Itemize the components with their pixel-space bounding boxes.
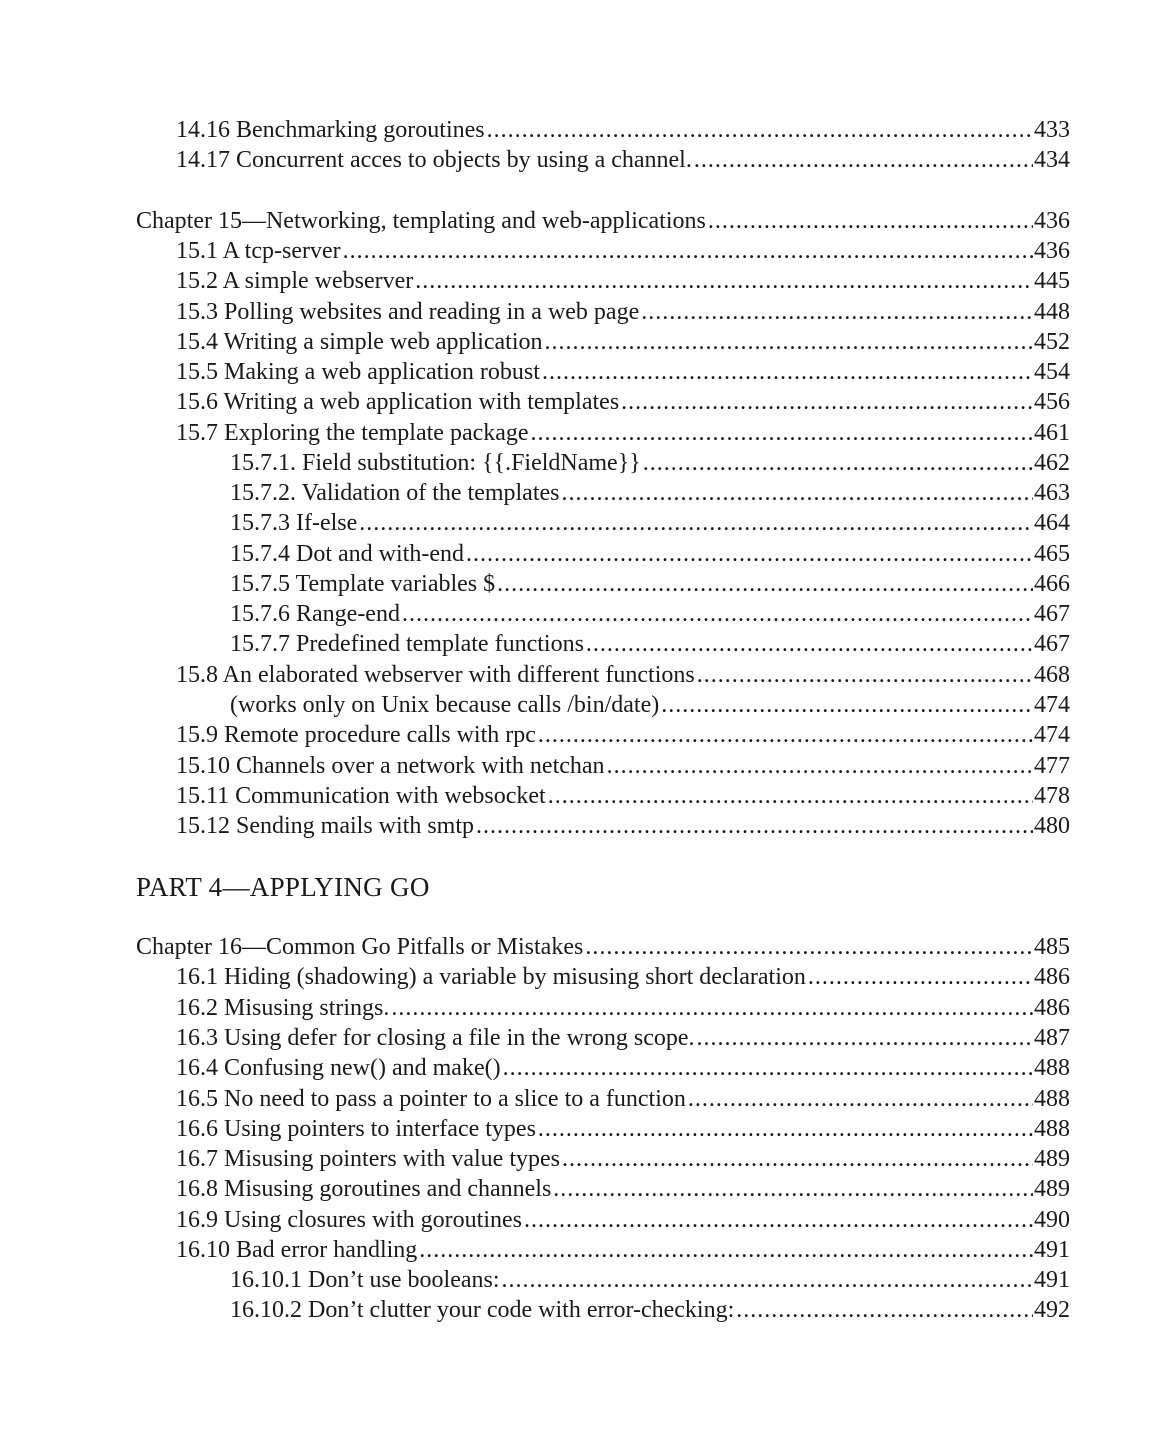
dot-leader: [708, 206, 1033, 236]
toc-subentry[interactable]: [230, 539, 1070, 569]
toc-line: [0, 720, 1168, 750]
toc-line: [0, 387, 1168, 417]
toc-entry[interactable]: [176, 418, 1070, 448]
toc-entry[interactable]: [176, 1144, 1070, 1174]
toc-entry-page: 436: [1034, 238, 1070, 264]
toc-line: [0, 993, 1168, 1023]
toc-subentry[interactable]: [230, 629, 1070, 659]
toc-line: [0, 932, 1168, 962]
toc-entry[interactable]: [176, 357, 1070, 387]
toc-line: [0, 690, 1168, 720]
toc-subentry[interactable]: [230, 478, 1070, 508]
dot-leader: [487, 115, 1033, 145]
toc-entry-page: 467: [1034, 601, 1070, 627]
toc-entry[interactable]: [176, 751, 1070, 781]
dot-leader: [524, 1205, 1033, 1235]
toc-line: [0, 1053, 1168, 1083]
toc-entry-page: 462: [1034, 450, 1070, 476]
dot-leader: [343, 236, 1033, 266]
dot-leader: [643, 448, 1033, 478]
toc-entry-page: 488: [1034, 1086, 1070, 1112]
toc-entry[interactable]: [176, 145, 1070, 175]
toc-entry-title: 16.9 Using closures with goroutines: [176, 1207, 522, 1233]
toc-line: [0, 569, 1168, 599]
toc-entry[interactable]: [176, 1023, 1070, 1053]
toc-entry-page: 466: [1034, 571, 1070, 597]
dot-leader: [402, 599, 1033, 629]
toc-entry-title: 16.8 Misusing goroutines and channels: [176, 1176, 552, 1202]
dot-leader: [531, 418, 1033, 448]
dot-leader: [503, 1053, 1033, 1083]
dot-leader: [585, 932, 1033, 962]
dot-leader: [621, 387, 1033, 417]
toc-chapter-entry[interactable]: [136, 206, 1070, 236]
toc-line: [0, 1265, 1168, 1295]
dot-leader: [538, 1114, 1033, 1144]
toc-line: [0, 1205, 1168, 1235]
toc-entry-title: 16.10 Bad error handling: [176, 1237, 418, 1263]
toc-entry-title: 15.2 A simple webserver: [176, 268, 414, 294]
toc-entry-page: 434: [1034, 147, 1070, 173]
toc-line: [0, 1295, 1168, 1325]
toc-entry-title: 15.7.4 Dot and with-end: [230, 541, 464, 567]
toc-line: [0, 115, 1168, 145]
toc-entry[interactable]: [176, 266, 1070, 296]
toc-subentry[interactable]: [230, 690, 1070, 720]
toc-entry-title: 16.2 Misusing strings.: [176, 995, 390, 1021]
toc-entry-page: 474: [1034, 722, 1070, 748]
toc-entry[interactable]: [176, 720, 1070, 750]
dot-leader: [694, 145, 1033, 175]
toc-entry-title: 14.16 Benchmarking goroutines: [176, 117, 485, 143]
toc-line: [0, 539, 1168, 569]
toc-entry-page: 492: [1034, 1297, 1070, 1323]
toc-entry-title: 15.7.7 Predefined template functions: [230, 631, 584, 657]
toc-entry-title: 15.6 Writing a web application with templates: [176, 389, 620, 415]
toc-entry[interactable]: [176, 236, 1070, 266]
toc-line: [0, 781, 1168, 811]
dot-leader: [548, 781, 1033, 811]
toc-entry-page: 491: [1034, 1237, 1070, 1263]
toc-subentry[interactable]: [230, 599, 1070, 629]
toc-entry-page: 474: [1034, 692, 1070, 718]
toc-entry[interactable]: [176, 1053, 1070, 1083]
toc-entry-page: 456: [1034, 389, 1070, 415]
toc-line: [0, 236, 1168, 266]
toc-entry-title: 15.8 An elaborated webserver with different functions: [176, 662, 695, 688]
toc-line: [0, 1235, 1168, 1265]
toc-entry-title: 15.7.5 Template variables $: [230, 571, 496, 597]
dot-leader: [562, 1144, 1033, 1174]
toc-entry-title: 16.7 Misusing pointers with value types: [176, 1146, 560, 1172]
toc-entry-title: 14.17 Concurrent acces to objects by using a channel.: [176, 147, 692, 173]
toc-line: [0, 327, 1168, 357]
dot-leader: [736, 1295, 1033, 1325]
dot-leader: [586, 629, 1033, 659]
dot-leader: [545, 327, 1033, 357]
toc-entry-title: 16.4 Confusing new() and make(): [176, 1055, 501, 1081]
toc-line: [0, 418, 1168, 448]
toc-entry-page: 477: [1034, 753, 1070, 779]
toc-entry-title: 15.1 A tcp-server: [176, 238, 341, 264]
toc-entry-page: 448: [1034, 299, 1070, 325]
toc-entry[interactable]: [176, 1205, 1070, 1235]
toc-entry-page: 491: [1034, 1267, 1070, 1293]
dot-leader: [359, 508, 1033, 538]
toc-entry-title: 15.3 Polling websites and reading in a web page: [176, 299, 640, 325]
dot-leader: [497, 569, 1033, 599]
toc-entry-title: (works only on Unix because calls /bin/date): [230, 692, 660, 718]
toc-entry-page: 489: [1034, 1146, 1070, 1172]
toc-entry-title: 15.7.2. Validation of the templates: [230, 480, 560, 506]
toc-entry-title: Chapter 15—Networking, templating and web-applications: [136, 208, 706, 234]
toc-line: [0, 629, 1168, 659]
dot-leader: [542, 357, 1033, 387]
toc-line: [0, 1174, 1168, 1204]
toc-entry-page: 464: [1034, 510, 1070, 536]
toc-line: [0, 448, 1168, 478]
toc-line: [0, 751, 1168, 781]
dot-leader: [415, 266, 1033, 296]
toc-entry[interactable]: [176, 811, 1070, 841]
dot-leader: [391, 993, 1033, 1023]
dot-leader: [641, 297, 1033, 327]
toc-entry-title: 15.11 Communication with websocket: [176, 783, 546, 809]
toc-entry[interactable]: [176, 962, 1070, 992]
dot-leader: [419, 1235, 1033, 1265]
toc-entry-title: 15.4 Writing a simple web application: [176, 329, 543, 355]
toc-entry[interactable]: [176, 1114, 1070, 1144]
toc-line: [0, 811, 1168, 841]
dot-leader: [688, 1084, 1033, 1114]
toc-entry[interactable]: [176, 660, 1070, 690]
toc-line: [0, 266, 1168, 296]
dot-leader: [466, 539, 1033, 569]
toc-entry-title: 16.6 Using pointers to interface types: [176, 1116, 536, 1142]
toc-entry-title: 15.9 Remote procedure calls with rpc: [176, 722, 536, 748]
toc-entry-title: 15.7.3 If-else: [230, 510, 358, 536]
toc-entry-title: 16.1 Hiding (shadowing) a variable by misusing short declaration: [176, 964, 806, 990]
toc-line: [0, 145, 1168, 175]
dot-leader: [502, 1265, 1033, 1295]
toc-entry-title: 15.7.1. Field substitution: {{.FieldName}}: [230, 450, 641, 476]
toc-entry-title: 15.12 Sending mails with smtp: [176, 813, 475, 839]
dot-leader: [553, 1174, 1033, 1204]
dot-leader: [808, 962, 1033, 992]
toc-line: [0, 1114, 1168, 1144]
toc-entry-page: 488: [1034, 1116, 1070, 1142]
toc-entry-page: 454: [1034, 359, 1070, 385]
toc-entry[interactable]: [176, 1174, 1070, 1204]
toc-entry-page: 485: [1034, 934, 1070, 960]
part-heading: PART 4—APPLYING GO: [136, 872, 430, 902]
toc-entry-page: 467: [1034, 631, 1070, 657]
dot-leader: [607, 751, 1033, 781]
toc-entry-page: 478: [1034, 783, 1070, 809]
toc-line: [0, 297, 1168, 327]
toc-entry-page: 486: [1034, 964, 1070, 990]
toc-entry-title: 15.5 Making a web application robust: [176, 359, 540, 385]
dot-leader: [562, 478, 1034, 508]
toc-entry[interactable]: [176, 993, 1070, 1023]
toc-entry-page: 490: [1034, 1207, 1070, 1233]
toc-entry-page: 489: [1034, 1176, 1070, 1202]
toc-entry-page: 452: [1034, 329, 1070, 355]
toc-line: [0, 508, 1168, 538]
toc-entry-page: 433: [1034, 117, 1070, 143]
toc-entry-page: 465: [1034, 541, 1070, 567]
toc-entry-title: 15.10 Channels over a network with netchan: [176, 753, 605, 779]
toc-line: [0, 1023, 1168, 1053]
toc-entry-page: 487: [1034, 1025, 1070, 1051]
toc-line: [0, 1144, 1168, 1174]
toc-line: [0, 1084, 1168, 1114]
toc-line: [0, 478, 1168, 508]
toc-entry-page: 480: [1034, 813, 1070, 839]
toc-line: [0, 962, 1168, 992]
toc-entry[interactable]: [176, 327, 1070, 357]
toc-subentry[interactable]: [230, 448, 1070, 478]
toc-line: [0, 357, 1168, 387]
toc-entry-title: 16.10.1 Don’t use booleans:: [230, 1267, 500, 1293]
toc-entry-page: 436: [1034, 208, 1070, 234]
toc-entry-page: 468: [1034, 662, 1070, 688]
toc-subentry[interactable]: [230, 508, 1070, 538]
dot-leader: [661, 690, 1033, 720]
toc-subentry[interactable]: [230, 1295, 1070, 1325]
toc-subentry[interactable]: [230, 569, 1070, 599]
toc-entry[interactable]: [176, 387, 1070, 417]
toc-entry[interactable]: [176, 1235, 1070, 1265]
toc-entry-title: 16.3 Using defer for closing a file in the wrong scope.: [176, 1025, 695, 1051]
dot-leader: [538, 720, 1033, 750]
toc-line: [0, 206, 1168, 236]
toc-subentry[interactable]: [230, 1265, 1070, 1295]
toc-entry-title: 15.7 Exploring the template package: [176, 420, 529, 446]
dot-leader: [697, 1023, 1033, 1053]
dot-leader: [697, 660, 1033, 690]
toc-entry[interactable]: [176, 1084, 1070, 1114]
toc-entry[interactable]: [176, 115, 1070, 145]
toc-entry-page: 445: [1034, 268, 1070, 294]
toc-entry[interactable]: [176, 781, 1070, 811]
toc-line: [0, 660, 1168, 690]
toc-entry-title: Chapter 16—Common Go Pitfalls or Mistakes: [136, 934, 584, 960]
toc-entry-page: 461: [1034, 420, 1070, 446]
toc-chapter-entry[interactable]: [136, 932, 1070, 962]
toc-entry-title: 16.5 No need to pass a pointer to a slice to a function: [176, 1086, 686, 1112]
toc-entry-title: 16.10.2 Don’t clutter your code with error-checking:: [230, 1297, 735, 1323]
dot-leader: [476, 811, 1033, 841]
toc-entry-page: 488: [1034, 1055, 1070, 1081]
toc-entry-page: 463: [1034, 480, 1070, 506]
toc-entry[interactable]: [176, 297, 1070, 327]
toc-entry-title: 15.7.6 Range-end: [230, 601, 400, 627]
toc-line: [0, 599, 1168, 629]
toc-entry-page: 486: [1034, 995, 1070, 1021]
